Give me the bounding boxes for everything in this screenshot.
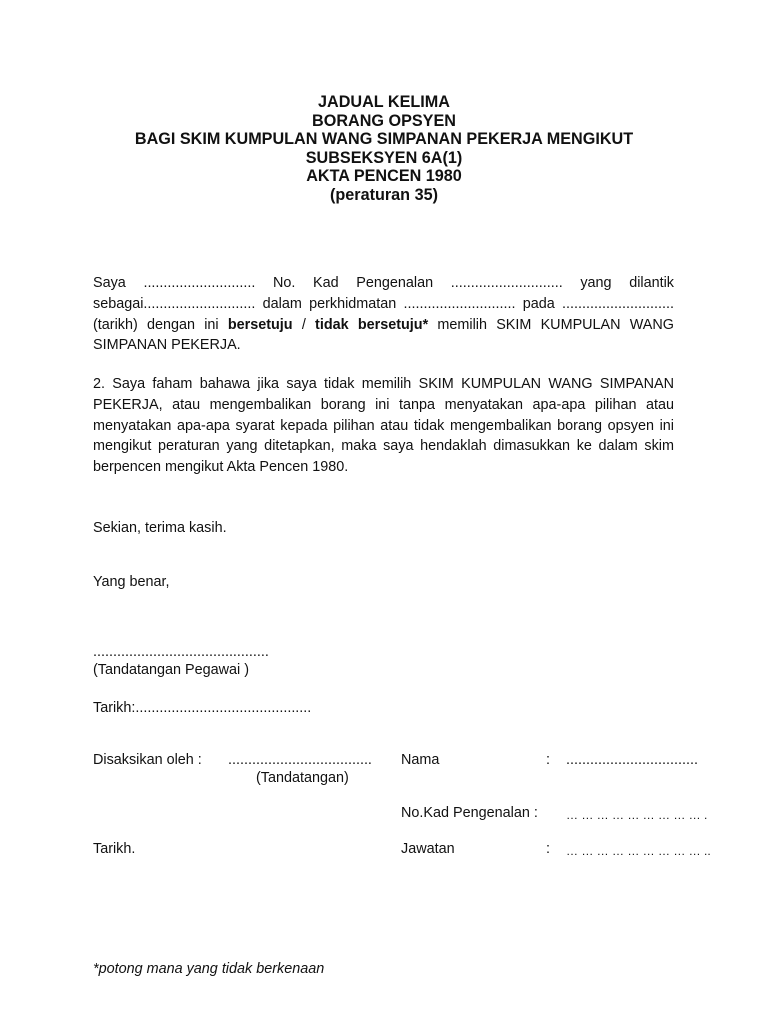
witness-position-colon: : [546, 841, 550, 857]
witness-label: Disaksikan oleh : [93, 752, 202, 768]
signature-label: (Tandatangan Pegawai ) [93, 662, 250, 678]
witness-name-label: Nama [401, 752, 440, 768]
witness-position-dots: … … … … … … … … … .. [566, 844, 711, 858]
closing-text: Sekian, terima kasih. [93, 520, 227, 536]
declaration-paragraph [93, 273, 674, 356]
witness-name-colon: : [546, 752, 550, 768]
witness-position-label: Jawatan [401, 841, 455, 857]
document-title [0, 93, 768, 205]
witness-date-label: Tarikh. [93, 841, 136, 857]
witness-signature-label: (Tandatangan) [256, 770, 349, 786]
witness-ic-label: No.Kad Pengenalan : [401, 805, 538, 821]
title-line-6: (peraturan 35) [330, 185, 438, 204]
signature-dots: ............................................ [93, 644, 269, 660]
title-line-2: BORANG OPSYEN [312, 111, 456, 130]
title-line-1: JADUAL KELIMA [318, 93, 450, 111]
title-line-5: AKTA PENCEN 1980 [306, 167, 462, 186]
declaration-text-start: Saya ............................ No. Kad Pengenalan ............................ yang dilantik sebagai............................ dalam perkhidmatan ............................ pada ............................ (tarikh) dengan ini [93, 275, 674, 333]
option-disagree: tidak bersetuju* [315, 316, 429, 333]
option-separator: / [292, 316, 316, 333]
witness-ic-dots: … … … … … … … … … . [566, 808, 708, 822]
title-line-4: SUBSEKSYEN 6A(1) [305, 148, 463, 167]
option-agree: bersetuju [227, 316, 293, 333]
salutation-text: Yang benar, [93, 574, 170, 590]
declaration-text-end: memilih SKIM KUMPULAN WANG SIMPANAN PEKERJA. [93, 316, 674, 354]
witness-name-dots: ................................. [566, 752, 698, 768]
understanding-paragraph: 2. Saya faham bahawa jika saya tidak memilih SKIM KUMPULAN WANG SIMPANAN PEKERJA, atau mengembalikan borang ini tanpa menyatakan apa-apa pilihan atau menyatakan apa-apa syarat kepada pilihan atau tidak mengembalikan borang opsyen ini mengikut peraturan yang ditetapkan, maka saya hendaklah dimasukkan ke dalam skim berpencen mengikut Akta Pencen 1980. [93, 376, 674, 476]
footnote: *potong mana yang tidak berkenaan [93, 961, 325, 977]
witness-signature-dots: .................................... [228, 752, 372, 768]
title-line-3: BAGI SKIM KUMPULAN WANG SIMPANAN PEKERJA MENGIKUT [134, 130, 634, 149]
date-line: Tarikh:............................................ [93, 700, 312, 716]
